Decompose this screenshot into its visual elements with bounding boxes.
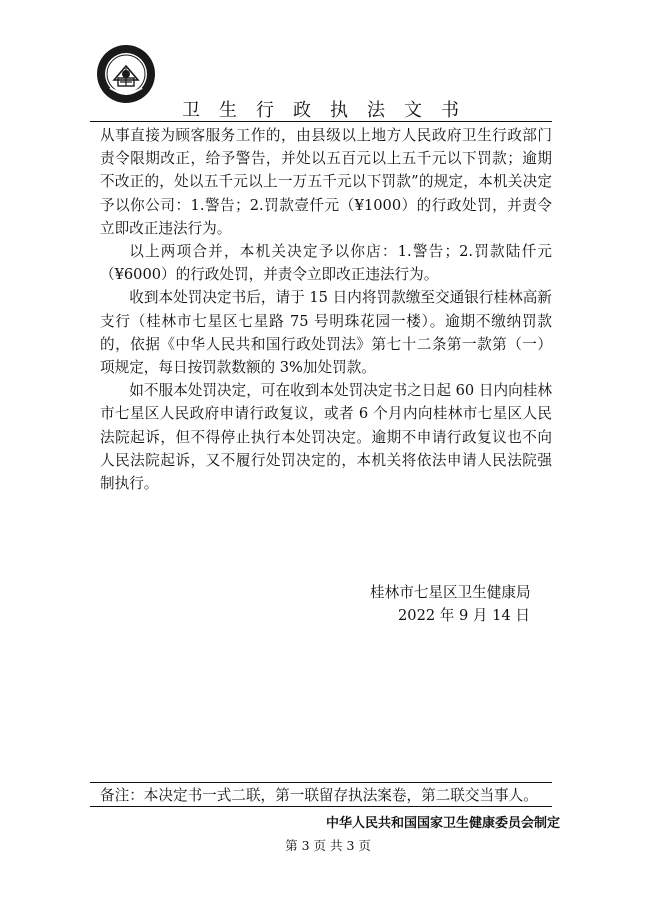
remark-note: 备注：本决定书一式二联，第一联留存执法案卷，第二联交当事人。 [100,787,538,804]
page-number: 第 3 页 共 3 页 [285,838,371,853]
paragraph-4: 如不服本处罚决定，可在收到本处罚决定书之日起 60 日内向桂林市七星区人民政府申请行政复议，或者 6 个月内向桂林市七星区人民法院起诉，但不得停止执行本处罚决定。逾期不申请行政复议也不向人民法院起诉，又不履行处罚决定的，本机关将依法申请人民法院强制执行。 [100,382,552,493]
issue-date: 2022 年 9 月 14 日 [398,607,530,624]
health-emblem-icon [96,44,156,104]
note-bottom-rule [90,806,552,807]
document-body [100,124,552,495]
title-rule [90,121,552,122]
paragraph-2: 以上两项合并，本机关决定予以你店：1.警告；2.罚款陆仟元（¥6000）的行政处罚，并责令立即改正违法行为。 [100,243,552,284]
document-title: 卫生行政执法文书 [182,100,478,121]
note-top-rule [90,782,552,783]
issuer-credit: 中华人民共和国国家卫生健康委员会制定 [325,816,560,831]
issuing-authority: 桂林市七星区卫生健康局 [370,584,531,601]
paragraph-1: 从事直接为顾客服务工作的，由县级以上地方人民政府卫生行政部门责令限期改正，给予警告，并处以五百元以上五千元以下罚款；逾期不改正的，处以五千元以上一万五千元以下罚款”的规定，本机关决定予以你公司：1.警告；2.罚款壹仟元（¥1000）的行政处罚，并责令立即改正违法行为。 [100,127,552,237]
paragraph-3: 收到本处罚决定书后，请于 15 日内将罚款缴至交通银行桂林高新支行（桂林市七星区七星路 75 号明珠花园一楼）。逾期不缴纳罚款的，依据《中华人民共和国行政处罚法》第七十二条第一款第（一）项规定，每日按罚款数额的 3%加处罚款。 [100,289,552,377]
